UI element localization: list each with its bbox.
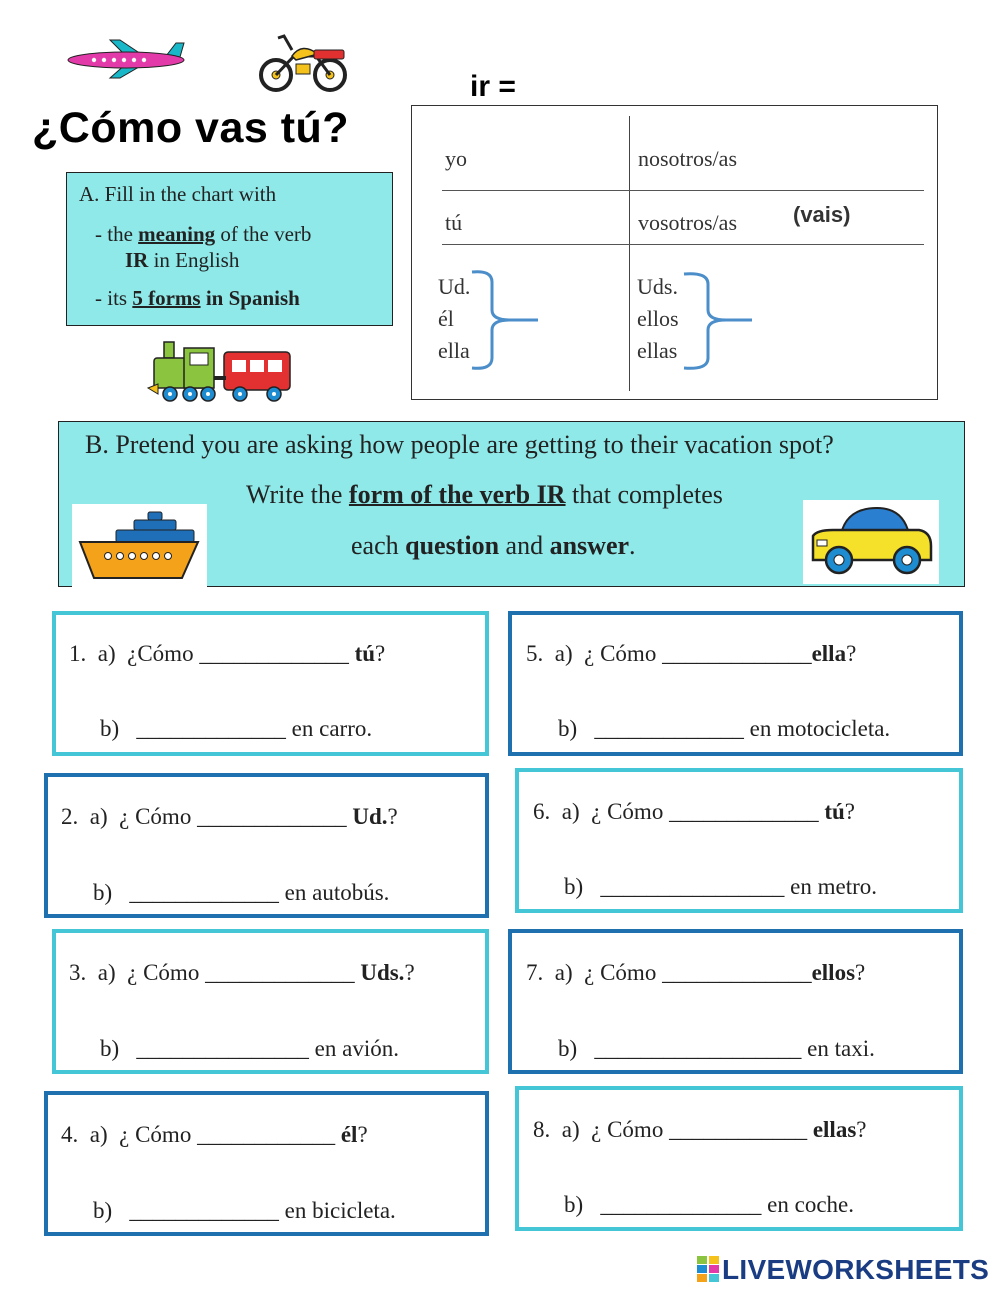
chart-nosotros: nosotros/as (638, 146, 737, 171)
chart-vosotros-answer: (vais) (793, 202, 851, 227)
question-6a: 6. a) ¿ Cómo _____________ tú? (533, 799, 855, 824)
section-a-line2: - the meaning of the verb (95, 222, 312, 246)
chart-divider (629, 116, 630, 391)
chart-el: él (438, 306, 454, 331)
liveworksheets-logo-icon (697, 1256, 719, 1282)
chart-uds: Uds. (637, 274, 678, 299)
car-icon (803, 500, 939, 584)
question-5b: b) _____________ en motocicleta. (558, 716, 891, 741)
logo-text: LIVEWORKSHEETS (722, 1254, 990, 1285)
question-8b: b) ______________ en coche. (564, 1192, 855, 1217)
section-a-line3: IR in English (125, 248, 240, 272)
brace-icon (470, 268, 542, 372)
question-4a: 4. a) ¿ Cómo ____________ él? (61, 1122, 368, 1147)
brace-icon (682, 270, 754, 374)
chart-row-line (442, 190, 924, 191)
chart-ud: Ud. (438, 274, 471, 299)
answer-blank[interactable]: _____________ (136, 716, 286, 741)
question-box-6 (515, 768, 963, 913)
section-b-line1: B. Pretend you are asking how people are getting to their vacation spot? (85, 430, 834, 459)
section-b-line3: each question and answer. (351, 531, 636, 560)
chart-vosotros: vosotros/as (638, 210, 737, 235)
question-7b: b) __________________ en taxi. (558, 1036, 875, 1061)
ship-image (72, 504, 207, 588)
question-7a: 7. a) ¿ Cómo _____________ellos? (526, 960, 866, 985)
train-icon (144, 338, 294, 406)
question-box-3 (52, 929, 489, 1074)
question-box-4 (44, 1091, 489, 1236)
answer-blank[interactable]: _____________ (129, 1198, 279, 1223)
question-5a: 5. a) ¿ Cómo _____________ella? (526, 641, 857, 666)
chart-tu: tú (445, 210, 463, 235)
question-1a: 1. a) ¿Cómo _____________ tú? (69, 641, 386, 666)
answer-blank[interactable]: _____________ (129, 880, 279, 905)
answer-blank[interactable]: _____________ (199, 641, 355, 666)
liveworksheets-logo (697, 1254, 989, 1286)
question-box-5 (508, 611, 963, 756)
section-b-line2: Write the form of the verb IR that completes (246, 480, 723, 509)
answer-blank[interactable]: _____________ (662, 960, 812, 985)
airplane-icon (66, 38, 191, 80)
question-box-2 (44, 773, 489, 918)
section-a-instructions (66, 172, 393, 326)
question-2a: 2. a) ¿ Cómo _____________ Ud.? (61, 804, 398, 829)
answer-blank[interactable]: _____________ (594, 716, 744, 741)
question-3b: b) _______________ en avión. (100, 1036, 399, 1061)
question-4b: b) _____________ en bicicleta. (93, 1198, 396, 1223)
chart-ellas: ellas (637, 338, 678, 363)
question-1b: b) _____________ en carro. (100, 716, 373, 741)
question-2b: b) _____________ en autobús. (93, 880, 390, 905)
chart-ella: ella (438, 338, 470, 363)
motorcycle-icon (256, 32, 351, 94)
answer-blank[interactable]: _____________ (205, 960, 361, 985)
answer-blank[interactable]: _____________ (197, 804, 353, 829)
chart-row-line (442, 244, 924, 245)
question-8a: 8. a) ¿ Cómo ____________ ellas? (533, 1117, 867, 1142)
answer-blank[interactable]: __________________ (594, 1036, 802, 1061)
section-a-line4: - its 5 forms in Spanish (95, 286, 300, 310)
answer-blank[interactable]: ________________ (600, 874, 785, 899)
ir-label: ir = (470, 70, 516, 103)
answer-blank[interactable]: ____________ (197, 1122, 341, 1147)
question-box-1 (52, 611, 489, 756)
page-title: ¿Cómo vas tú? (32, 104, 350, 152)
question-box-8 (515, 1086, 963, 1231)
answer-blank[interactable]: _______________ (136, 1036, 309, 1061)
question-box-7 (508, 929, 963, 1074)
conjugation-chart (411, 105, 938, 400)
chart-ellos: ellos (637, 306, 679, 331)
question-6b: b) ________________ en metro. (564, 874, 878, 899)
answer-blank[interactable]: ____________ (669, 1117, 813, 1142)
car-image (803, 500, 939, 584)
question-3a: 3. a) ¿ Cómo _____________ Uds.? (69, 960, 415, 985)
section-a-line1: A. Fill in the chart with (79, 182, 277, 206)
ship-icon (72, 504, 207, 588)
chart-yo: yo (445, 146, 467, 171)
answer-blank[interactable]: ______________ (600, 1192, 762, 1217)
answer-blank[interactable]: _____________ (662, 641, 812, 666)
answer-blank[interactable]: _____________ (669, 799, 825, 824)
